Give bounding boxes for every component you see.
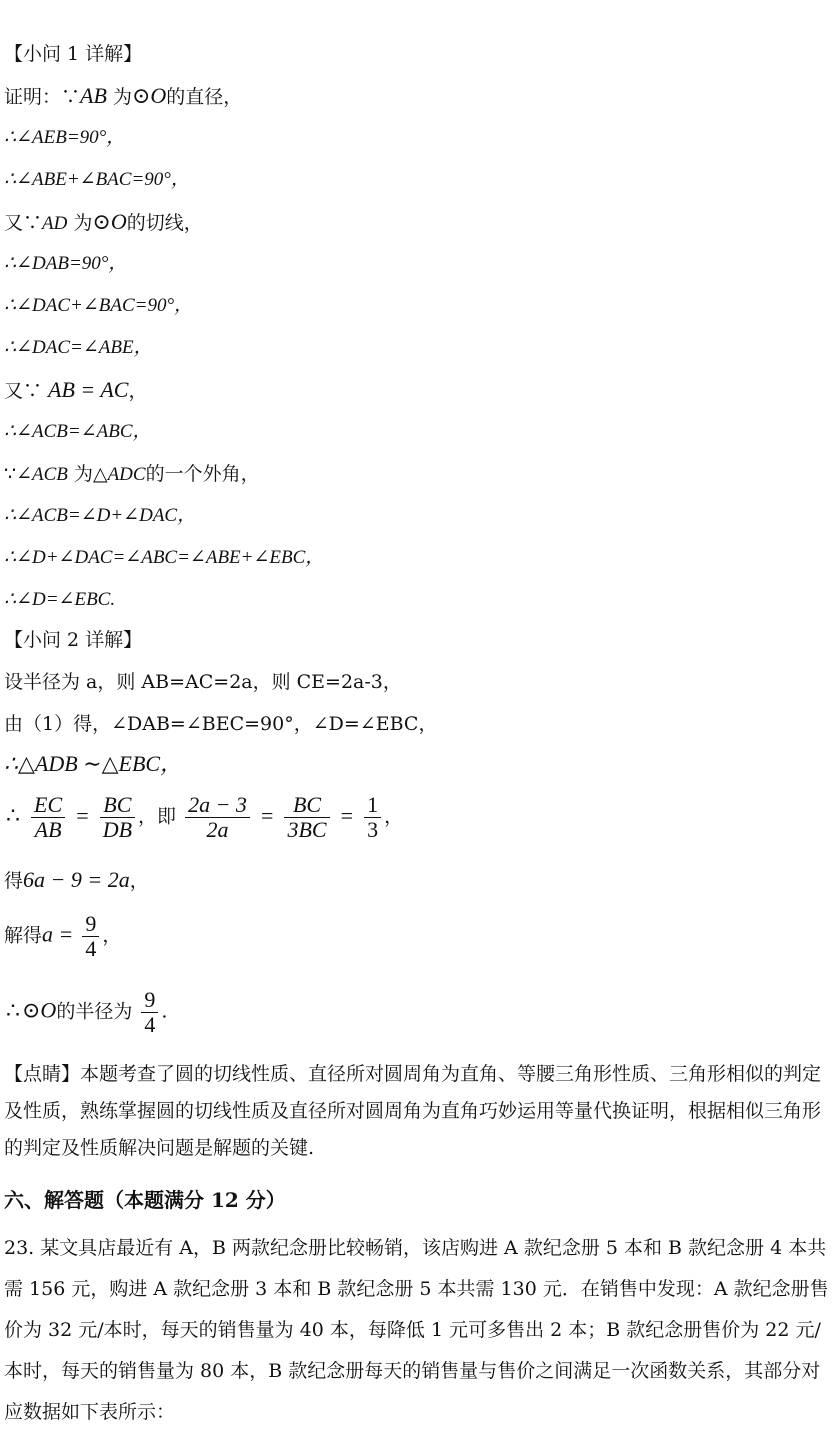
part2-line-1: 设半径为 a，则 AB=AC=2a，则 CE=2a-3， — [4, 671, 402, 693]
part2-header: 【小问 2 详解】 — [4, 629, 143, 651]
part1-line-9: ∴∠ACB=∠ABC， — [4, 421, 152, 442]
part2-line-6: 解得a = $\frac{9}{4}$ ， — [4, 911, 122, 961]
part1-line-6: ∴∠DAC+∠BAC=90°， — [4, 295, 194, 316]
part2-line-5: 得6a − 9 = 2a， — [4, 867, 149, 892]
comment-paragraph: 【点睛】本题考查了圆的切线性质、直径所对圆周角为直角、等腰三角形性质、三角形相似的判定及性质，熟练掌握圆的切线性质及直径所对圆周角为直角巧妙运用等量代换证明，根据相似三角形的判定及性质解决问题是解题的关键. — [4, 1063, 822, 1159]
section-title: 六、解答题（本题满分 12 分） — [4, 1188, 286, 1212]
fraction-1-3: $\frac{1}{3}$ — [364, 793, 381, 842]
fraction-9-4-radius: $\frac{9}{4}$ — [141, 988, 158, 1037]
problem-23-text: 23. 某文具店最近有 A，B 两款纪念册比较畅销，该店购进 A 款纪念册 5 本和 B 款纪念册 4 本共需 156 元，购进 A 款纪念册 3 本和 B 款纪念册 5 本共需 130 元．在销售中发现：A 款纪念册售价为 32 元/本时，每天的销售量为 40 本，每降低 1 元可多售出 2 本；B 款纪念册售价为 22 元/本时，每天的销售量为 80 本，B 款纪念册每天的销售量与售价之间满足一次函数关系，其部分对应数据如下表所示： — [4, 1237, 829, 1423]
fraction-bc-db: $\frac{BC}{DB}$ — [100, 793, 135, 842]
part1-line-13: ∴∠D=∠EBC. — [4, 589, 116, 610]
part1-line-8: 又∵ AB = AC， — [4, 377, 148, 402]
fraction-2a3-2a: $\frac{2a - 3}{2a}$ — [185, 793, 250, 842]
part2-line-2: 由（1）得，∠DAB=∠BEC=90°，∠D=∠EBC， — [4, 713, 438, 735]
part2-line-7: ∴⊙O的半径为 $\frac{9}{4}$ . — [6, 987, 168, 1037]
part1-line-11: ∴∠ACB=∠D+∠DAC， — [4, 505, 197, 526]
fraction-ec-ab: $\frac{EC}{AB}$ — [31, 793, 65, 842]
part1-line-1: 证明：∵AB 为⊙O的直径， — [4, 83, 243, 108]
part1-line-3: ∴∠ABE+∠BAC=90°， — [4, 169, 190, 190]
part1-line-12: ∴∠D+∠DAC=∠ABC=∠ABE+∠EBC， — [4, 547, 325, 568]
part1-line-5: ∴∠DAB=90°， — [4, 253, 128, 274]
part2-line-3: ∴△ADB ∼△EBC， — [4, 751, 183, 776]
part1-header: 【小问 1 详解】 — [4, 43, 143, 65]
part2-line-4: ∴ $\frac{EC}{AB}$ = $\frac{BC}{DB}$ ，即 $\frac{2a - 3}{2a}$ = $\frac{BC}{3BC}$ = $\frac{1}{3}$ ， — [6, 792, 404, 842]
part1-line-10: ∵∠ACB 为△ADC的一个外角， — [4, 463, 260, 485]
part1-line-7: ∴∠DAC=∠ABE， — [4, 337, 153, 358]
part1-line-2: ∴∠AEB=90°， — [4, 127, 126, 148]
fraction-bc-3bc: $\frac{BC}{3BC}$ — [284, 793, 329, 842]
part1-line-4: 又∵AD 为⊙O的切线， — [4, 209, 203, 234]
fraction-9-4: $\frac{9}{4}$ — [82, 912, 99, 961]
